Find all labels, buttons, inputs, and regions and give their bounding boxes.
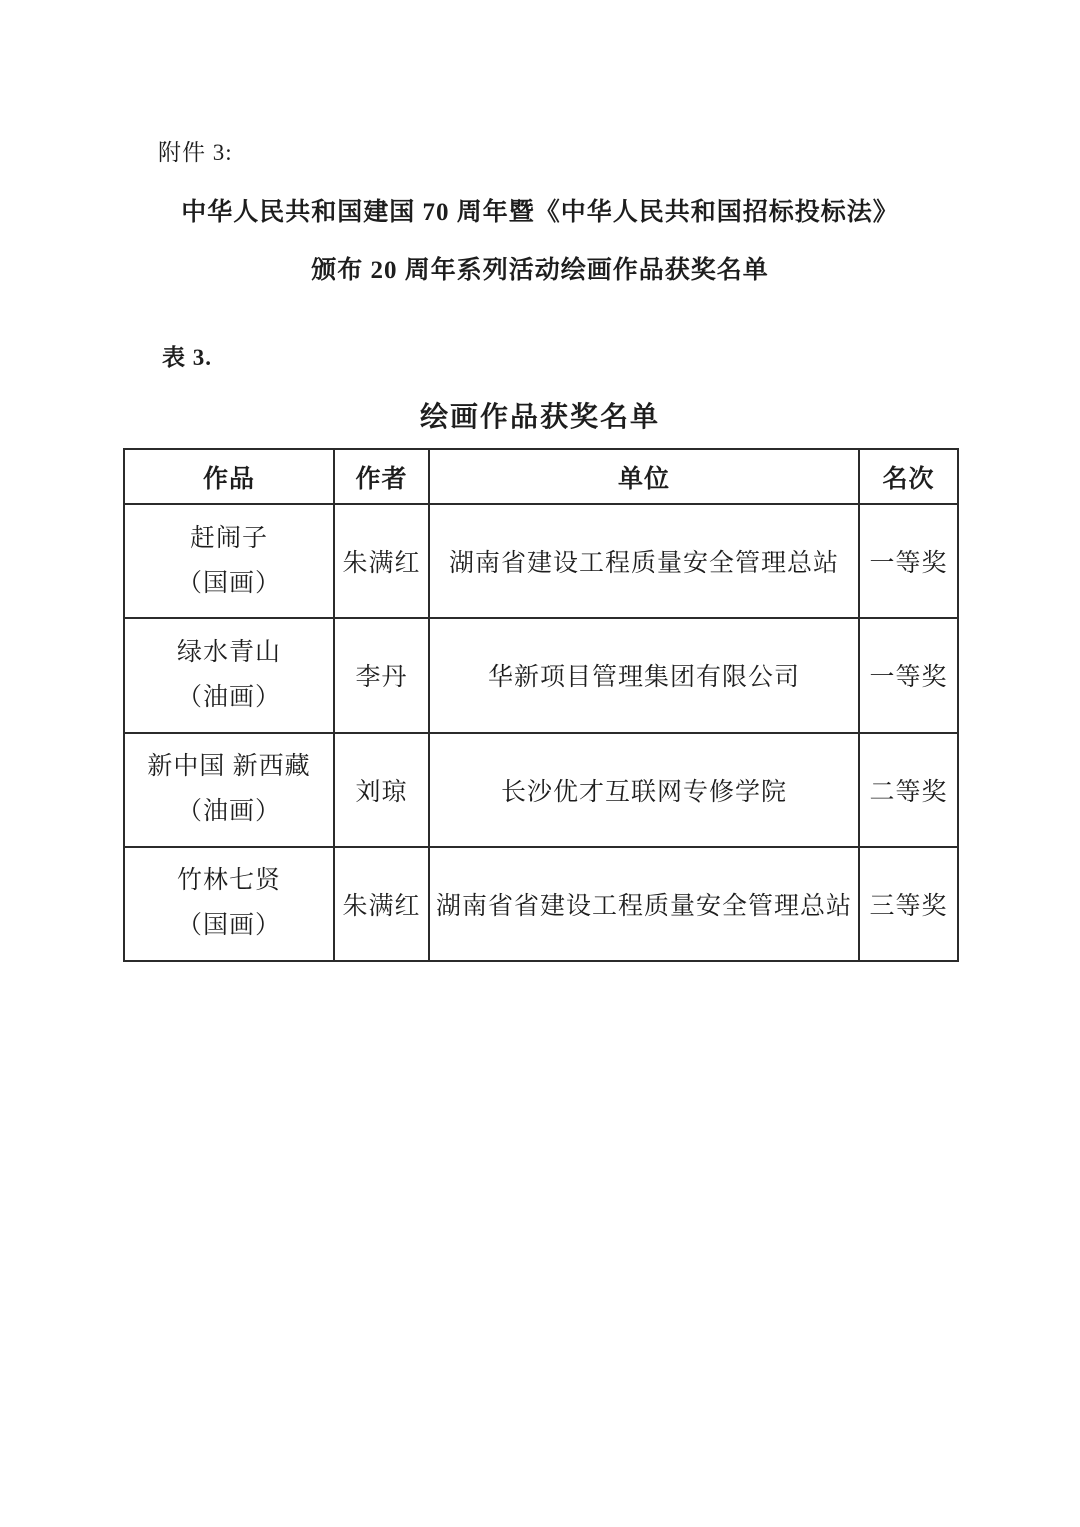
attachment-label: 附件 3: bbox=[158, 140, 233, 165]
column-header-work: 作品 bbox=[124, 449, 334, 504]
work-title: 竹林七贤 bbox=[176, 867, 281, 895]
work-medium: （油画） bbox=[176, 798, 281, 826]
rank-cell: 三等奖 bbox=[859, 847, 958, 961]
column-header-author: 作者 bbox=[334, 449, 429, 504]
table-row bbox=[124, 847, 958, 961]
author-cell: 李丹 bbox=[334, 618, 429, 732]
unit-cell: 湖南省省建设工程质量安全管理总站 bbox=[429, 847, 859, 961]
unit-cell: 湖南省建设工程质量安全管理总站 bbox=[429, 504, 859, 618]
unit-cell: 长沙优才互联网专修学院 bbox=[429, 733, 859, 847]
rank-cell: 二等奖 bbox=[859, 733, 958, 847]
table-header-row bbox=[124, 449, 958, 504]
work-medium: （国画） bbox=[176, 569, 281, 597]
work-medium: （油画） bbox=[176, 683, 281, 711]
column-header-rank: 名次 bbox=[859, 449, 958, 504]
unit-cell: 华新项目管理集团有限公司 bbox=[429, 618, 859, 732]
work-cell bbox=[124, 733, 334, 847]
work-cell bbox=[124, 847, 334, 961]
work-title: 赶闹子 bbox=[189, 524, 268, 552]
work-medium: （国画） bbox=[176, 912, 281, 940]
work-title: 新中国 新西藏 bbox=[147, 753, 311, 781]
document-title-line2: 颁布 20 周年系列活动绘画作品获奖名单 bbox=[311, 257, 769, 284]
work-title: 绿水青山 bbox=[176, 638, 281, 666]
award-table bbox=[123, 448, 959, 962]
column-header-unit: 单位 bbox=[429, 449, 859, 504]
table-row bbox=[124, 618, 958, 732]
table-row bbox=[124, 504, 958, 618]
work-cell bbox=[124, 504, 334, 618]
document-title-line1: 中华人民共和国建国 70 周年暨《中华人民共和国招标投标法》 bbox=[181, 199, 899, 226]
rank-cell: 一等奖 bbox=[859, 618, 958, 732]
table-number-label: 表 3. bbox=[162, 345, 212, 370]
table-row bbox=[124, 733, 958, 847]
table-title: 绘画作品获奖名单 bbox=[419, 402, 660, 433]
work-cell bbox=[124, 618, 334, 732]
author-cell: 刘琼 bbox=[334, 733, 429, 847]
author-cell: 朱满红 bbox=[334, 847, 429, 961]
author-cell: 朱满红 bbox=[334, 504, 429, 618]
rank-cell: 一等奖 bbox=[859, 504, 958, 618]
